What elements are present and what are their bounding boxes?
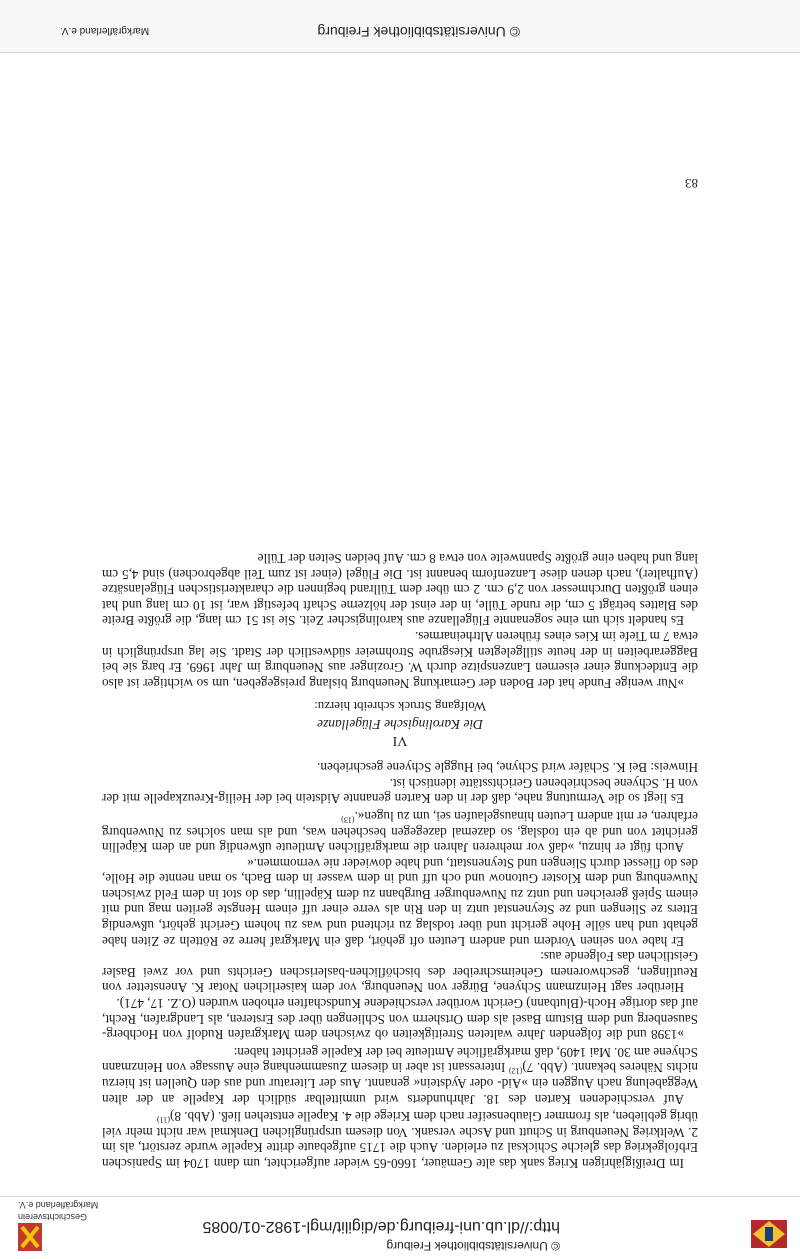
paragraph: Im Dreißigjährigen Krieg sank das alte Gemäuer, 1660-65 wieder aufgerichtet, um dann 1704 im Spanischen Erbfolgekrieg das gleiche Schicksal zu erleiden. Auch die 1715 aufgebaute dritte Kapelle wurde zerstört, als im 2. Weltkrieg Neuenburg in Schutt und Asche versank. Von diesem ursprünglichen Denkmal war nicht mehr viel übrig geblieben, als frommer Glaubenseifer nach dem Kriege die 4. Kapelle entstehen ließ. (Abb. 8)$^{(11)}$: [102, 1109, 698, 1171]
quotation: »1398 und die folgenden Jahre walteten Streitigkeiten ob zwischen dem Markgrafen Rudolf von Hochberg-Sausenberg und dem Bistum Basel als dem Ortsherrn von Schliengen über des Ersteren, als Landgrafen, Recht, auf das dortige Hoch-(Blutbann) Gericht worüber verschiedene Kundschaften erhoben wurden (O.Z. 17, 471).: [102, 996, 698, 1043]
section-heading: [102, 716, 698, 747]
paragraph: Es handelt sich um eine sogenannte Flügellanze aus karolingischer Zeit. Sie ist 51 cm lang, die größte Breite des Blattes beträgt 5 cm, die runde Tülle, in der einst der hölzerne Schaft befestigt war, ist 10 cm lang und hat einen größten Durchmesser von 2,9 cm. 2 cm über dem Tüllrand beginnen die charakteristischen Flügelansätze (Aufhalter), nach denen diese Lanzenform benannt ist. Die Flügel (einer ist zum Teil abgebrochen) sind 4,5 cm lang und haben eine größte Spannweite von etwa 8 cm. Auf beiden Seiten der Tülle: [102, 551, 698, 629]
society-emblem-icon: [18, 1223, 42, 1251]
section-title: Die Karolingische Flügellanze: [317, 716, 483, 732]
footer-copyright: © Universitätsbibliothek Freiburg: [317, 24, 520, 40]
page-number: 83: [685, 176, 698, 191]
paragraph: Auch fügt er hinzu, »daß vor mehreren Jahren die markgräflichen Amtleute ußwendig und an dem Käpellin gerichtet von und ab ein todslag, so dazemal dazegegen beschehen was, und als man solches zu Nuwenburg erfahren, er mit andern Leuten hinausgelaufen sei, um zu lugen«.$^{(13)}$: [102, 808, 698, 856]
paragraph: Auf verschiedenen Karten des 18. Jahrhunderts wird unmittelbar südlich der Kapelle an der alten Weggabelung nach Auggen ein »Aid- oder Aydstein« genannt. Aus der Literatur und aus den Quellen ist hierzu nichts Näheres bekannt. (Abb. 7)$^{(12)}$ Interessant ist aber in diesem Zusammenhang eine Aussage von Heinzmann Schyene am 30. Mai 1409, daß markgräfliche Amtleute bei der Kapelle gerichtet haben:: [102, 1044, 698, 1107]
paragraph: »Nur wenige Funde hat der Boden der Gemarkung Neuenburg bislang preisgegeben, um so wichtiger ist also die Entdeckung einer eisernen Lanzenspitze durch W. Grozinger aus Neuenburg im Jahr 1969. Er barg sie bei Baggerarbeiten in der heute stillgelegten Kiesgrube Strohmeier südwestlich der Stadt. Sie lag ursprünglich in etwa 7 m Tiefe im Kies eines früheren Altrheinarmes.: [102, 629, 698, 691]
society-name: Geschichtsverein: [18, 1212, 88, 1222]
note: Hinweis: Bei K. Schäfer wird Schyne, bei Huggle Schyene geschrieben.: [317, 760, 698, 776]
document-body: [102, 550, 698, 1171]
footer-society: Markgräflerland e.V.: [60, 25, 150, 36]
society-logo: [18, 1199, 98, 1251]
copyright-notice: © Universitätsbibliothek Freiburg: [386, 1239, 560, 1253]
section-number: VI: [392, 732, 408, 748]
paragraph: Es liegt so die Vermutung nahe, daß der in den Karten genannte Aidstein bei der Heilig-Kreuzkapelle mit der von H. Schyene beschriebenen Gerichtsstätte identisch ist.: [102, 775, 698, 807]
permalink[interactable]: http://dl.ub.uni-freiburg.de/digilit/mgl-1982-01/0085: [202, 1218, 560, 1235]
viewer-header: [0, 1196, 800, 1259]
university-seal-icon: [750, 1219, 788, 1249]
viewer-footer: [0, 0, 800, 53]
paragraph: Er habe von seinen Vordern und andern Leuten oft gehört, daß ein Markgraf herre ze Rötteln ze Ziten habe gehabt und han sölle Hohe gericht und über todslag zu richtend und was zu hohem Gericht gehört, ußwendig Etters ze Sliengen und ze Steynenstat untz in den Rin als verre einer uff einem Hengste geriten mag und mit einem Spieß gereichen und untz zu Nuwenburger Burgbann zu dem Käpellin, das do stot in dem Feld zwischen Nuwenburg und dem Kloster Gutonow und och uff und in dem wasser in dem Bach, so man nennte die Holle, des do fliesset durch Sliengen und Steynenstatt, und habe dowieder nie vernommen.«: [102, 855, 698, 949]
byline: Wolfgang Struck schreibt hierzu:: [314, 699, 486, 715]
society-region: Markgräflerland e.V.: [18, 1200, 99, 1210]
paragraph: Hierüber sagt Heinzmann Schyene, Bürger von Neuenburg, vor dem kaiserlichen Notar K. Anenstetter von Reutlingen, geschworenem Geheimschreiber des bischöflichen-baslerischen Gerichts und vor zwei Basler Geistlichen das Folgende aus:: [102, 949, 698, 996]
